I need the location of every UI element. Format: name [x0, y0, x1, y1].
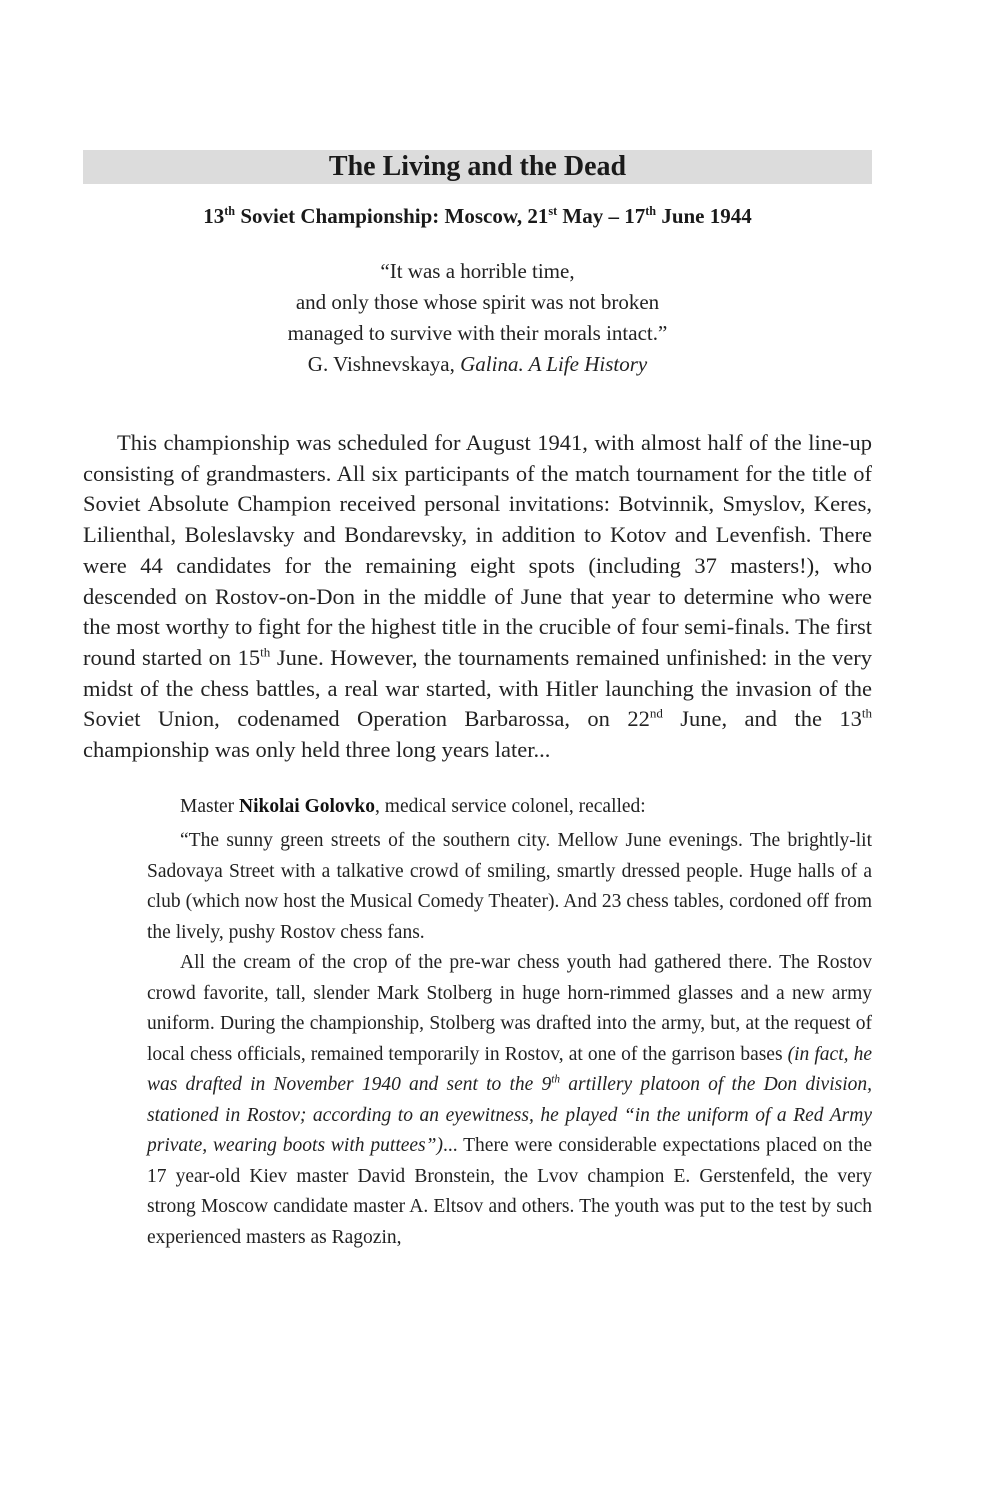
intro-paragraph	[83, 428, 872, 766]
editor-note-text: artillery platoon of the Don division, stationed in Rostov; according to an eyewitness, he played “in the uniform of a Red Army private, wearing boots with puttees”)	[147, 1074, 872, 1157]
intro-text: June. However, the tournaments remained unfinished: in the very midst of the chess battles, a real war started, with Hitler launching the invasion of the Soviet Union, codenamed Operation Barbarossa, on 22	[83, 644, 872, 732]
subtitle-superscript: th	[645, 204, 657, 218]
intro-superscript: th	[861, 705, 872, 721]
quote-paragraph	[147, 948, 872, 1253]
chapter-title: The Living and the Dead	[328, 151, 627, 182]
attribution-work: Galina. A Life History	[460, 352, 648, 376]
subtitle-text: May – 17	[557, 204, 646, 228]
quote-text: All the cream of the crop of the pre-war chess youth had gathered there. The Rostov crowd favorite, tall, slender Mark Stolberg in huge horn-rimmed glasses and a new army uniform. During the championship, Stolberg was drafted into the army, but, at the request of local chess officials, remained temporarily in Rostov, at one of the garrison bases	[147, 952, 872, 1065]
intro-text: June, and the 13	[662, 706, 862, 732]
chapter-title-bar	[83, 150, 872, 184]
epigraph-line: and only those whose spirit was not broken	[295, 290, 660, 314]
quote-intro	[147, 792, 872, 823]
epigraph-line: “It was a horrible time,	[380, 259, 575, 283]
quote-text: ... There were considerable expectations placed on the 17 year-old Kiev master David Bronstein, the Lvov champion E. Gerstenfeld, the very strong Moscow candidate master A. Eltsov and others. The youth was put to the test by such experienced masters as Ragozin,	[147, 1135, 872, 1248]
intro-text: championship was only held three long years later...	[83, 737, 551, 763]
subtitle-superscript: th	[224, 204, 236, 218]
editor-note-superscript: th	[551, 1073, 561, 1086]
subtitle-text: June 1944	[656, 204, 752, 228]
subtitle-superscript: st	[548, 204, 558, 218]
subtitle-text: Soviet Championship: Moscow, 21	[235, 204, 549, 228]
chapter-subtitle	[83, 202, 872, 230]
book-page	[83, 150, 872, 1253]
epigraph-attribution	[83, 349, 872, 380]
editor-note-text: (in fact, he was drafted in November 1940 and sent to the 9	[147, 1043, 872, 1096]
intro-superscript: th	[260, 644, 271, 660]
epigraph	[83, 256, 872, 380]
attribution-author: G. Vishnevskaya,	[307, 352, 461, 376]
epigraph-line: managed to survive with their morals intact.”	[287, 321, 668, 345]
intro-text: This championship was scheduled for August 1941, with almost half of the line-up consisting of grandmasters. All six participants of the match tournament for the title of Soviet Absolute Champion received personal invitations: Botvinnik, Smyslov, Keres, Lilienthal, Boleslavsky and Bondarevsky, in addition to Kotov and Levenfish. There were 44 candidates for the remaining eight spots (including 37 masters!), who descended on Rostov-on-Don in the middle of June that year to determine who were the most worthy to fight for the highest title in the crucible of four semi-finals. The first round started on 15	[83, 430, 872, 670]
quote-intro-text: , medical service colonel, recalled:	[375, 795, 646, 817]
subtitle-text: 13	[203, 204, 225, 228]
quote-intro-text: Master	[180, 795, 240, 817]
intro-superscript: nd	[649, 705, 663, 721]
quote-speaker-name: Nikolai Golovko	[239, 795, 376, 817]
recollection-quote	[147, 792, 872, 1254]
quote-paragraph: “The sunny green streets of the southern city. Mellow June evenings. The brightly-lit Sadovaya Street with a talkative crowd of smiling, smartly dressed people. Huge halls of a club (which now host the Musical Comedy Theater). And 23 chess tables, cordoned off from the lively, pushy Rostov chess fans.	[147, 830, 872, 943]
